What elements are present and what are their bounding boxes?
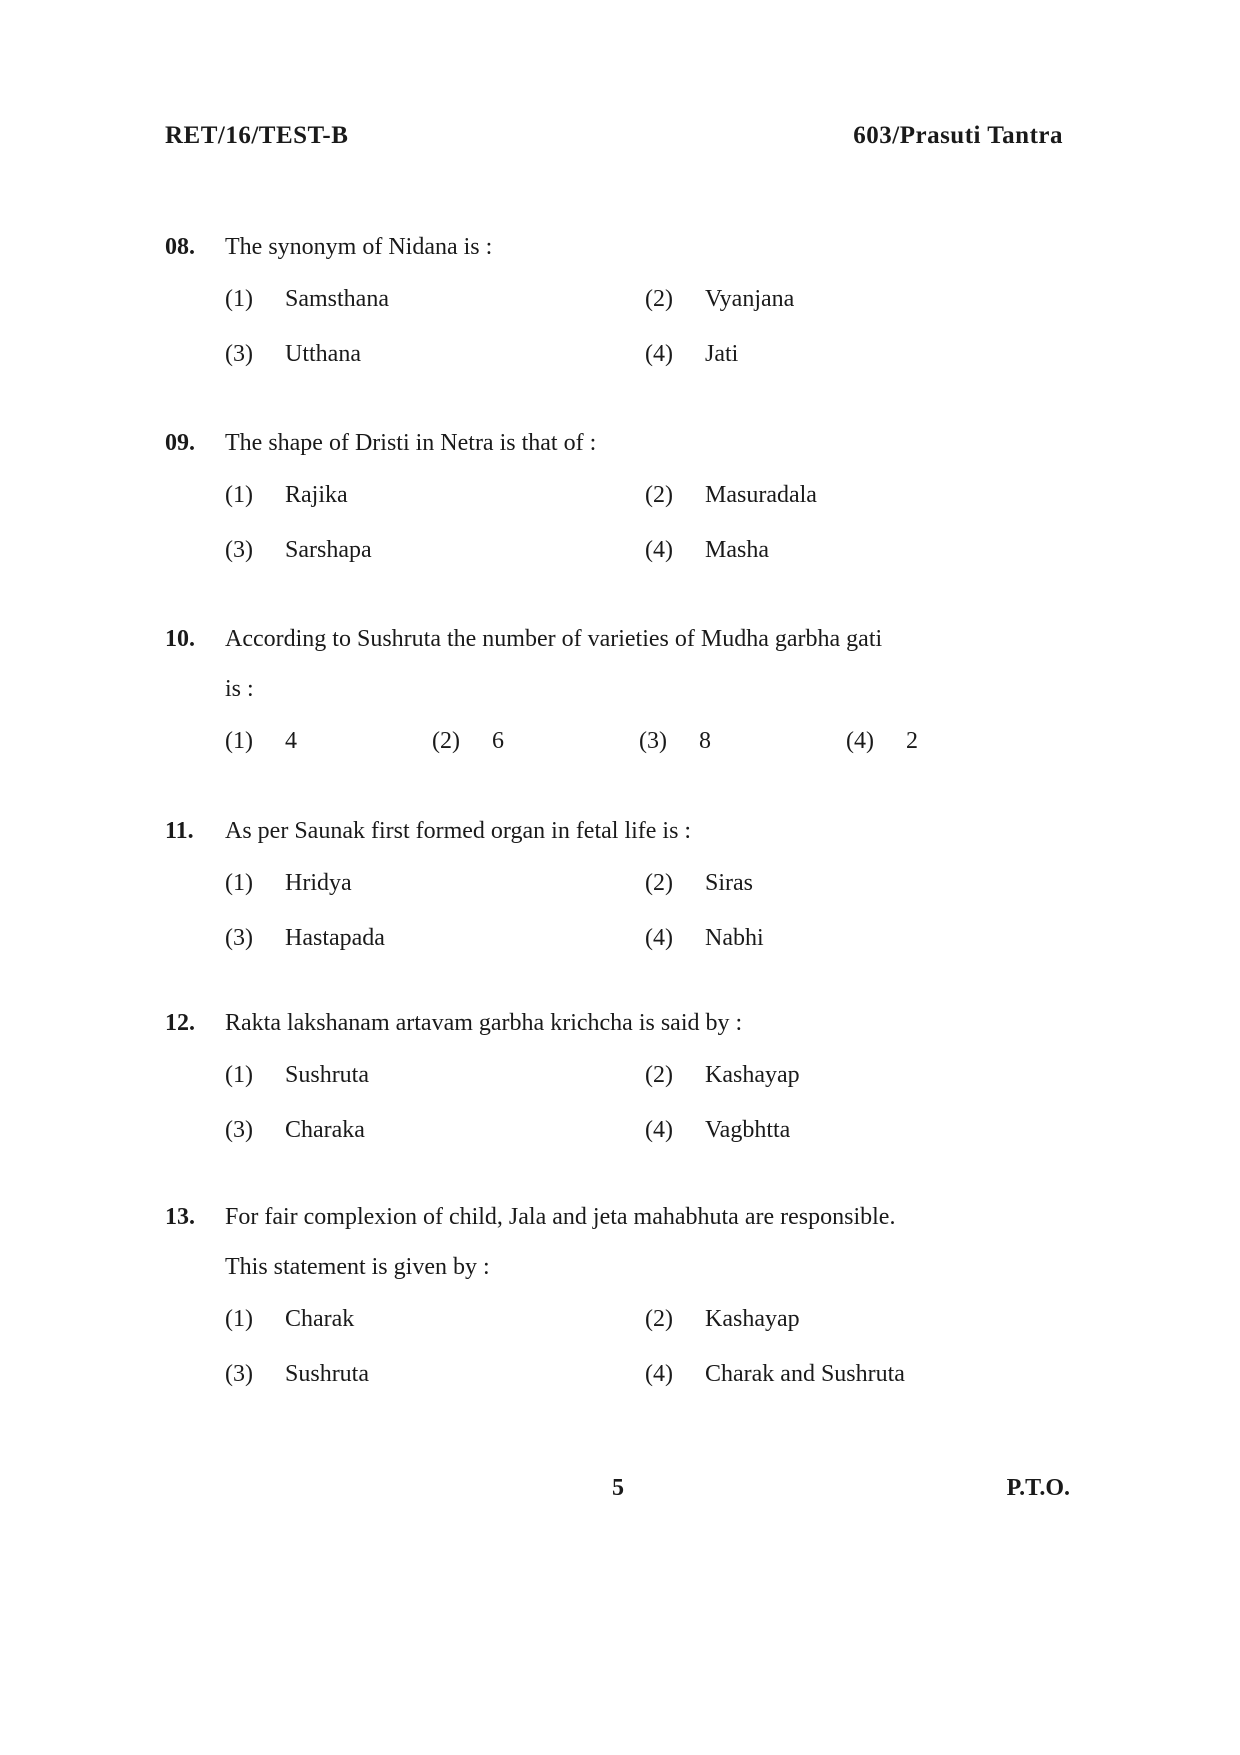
option-number: (2) — [645, 286, 673, 312]
question-text: For fair complexion of child, Jala and jeta mahabhuta are responsible. — [225, 1204, 896, 1230]
options — [225, 1048, 1085, 1158]
options — [225, 1292, 1085, 1402]
options — [225, 856, 1085, 966]
option-number: (1) — [225, 1062, 253, 1088]
option-number: (2) — [432, 728, 460, 754]
option-number: (3) — [225, 1361, 253, 1387]
question-10 — [165, 614, 1085, 769]
question-number: 09. — [165, 430, 195, 456]
option-number: (2) — [645, 482, 673, 508]
option-4 — [645, 537, 1065, 564]
option-number: (1) — [225, 286, 253, 312]
option-text: Samsthana — [285, 286, 389, 312]
question-number: 13. — [165, 1204, 195, 1230]
option-number: (3) — [639, 728, 667, 754]
option-number: (1) — [225, 728, 253, 754]
option-number: (3) — [225, 1117, 253, 1143]
option-text: Sushruta — [285, 1361, 369, 1387]
question-text: According to Sushruta the number of varieties of Mudha garbha gati — [225, 626, 883, 652]
option-number: (3) — [225, 341, 253, 367]
option-text: Nabhi — [705, 925, 764, 951]
question-number: 08. — [165, 234, 195, 260]
option-3 — [225, 341, 645, 368]
options — [225, 468, 1085, 578]
option-1 — [225, 482, 645, 509]
options — [225, 714, 1085, 769]
option-text: 2 — [906, 728, 918, 754]
question-text: Rakta lakshanam artavam garbha krichcha is said by : — [225, 1010, 743, 1036]
options — [225, 272, 1085, 382]
option-number: (4) — [645, 1361, 673, 1387]
option-4 — [846, 728, 1053, 755]
option-2 — [645, 1306, 1065, 1333]
question-number: 12. — [165, 1010, 195, 1036]
option-text: Vyanjana — [705, 286, 795, 312]
option-number: (4) — [645, 925, 673, 951]
option-number: (4) — [645, 341, 673, 367]
option-2 — [645, 1062, 1065, 1089]
option-text: Rajika — [285, 482, 348, 508]
option-number: (3) — [225, 925, 253, 951]
option-text: 4 — [285, 728, 297, 754]
option-4 — [645, 925, 1065, 952]
page-number: 5 — [612, 1475, 624, 1501]
option-number: (4) — [846, 728, 874, 754]
option-text: Hridya — [285, 870, 352, 896]
option-4 — [645, 1361, 1065, 1388]
option-text: Masuradala — [705, 482, 817, 508]
option-1 — [225, 286, 645, 313]
question-13 — [165, 1192, 1085, 1402]
option-number: (4) — [645, 537, 673, 563]
option-text: Charak and Sushruta — [705, 1361, 905, 1387]
question-text: The synonym of Nidana is : — [225, 234, 493, 260]
option-text: Masha — [705, 537, 769, 563]
option-1 — [225, 1306, 645, 1333]
option-2 — [645, 286, 1065, 313]
option-number: (2) — [645, 1306, 673, 1332]
option-number: (3) — [225, 537, 253, 563]
option-text: Charaka — [285, 1117, 365, 1143]
option-1 — [225, 1062, 645, 1089]
option-number: (1) — [225, 870, 253, 896]
option-text: Sarshapa — [285, 537, 372, 563]
question-number: 10. — [165, 626, 195, 652]
option-text: 8 — [699, 728, 711, 754]
option-number: (4) — [645, 1117, 673, 1143]
option-3 — [639, 728, 846, 755]
option-4 — [645, 1117, 1065, 1144]
option-text: Vagbhtta — [705, 1117, 791, 1143]
option-text: Kashayap — [705, 1306, 800, 1332]
question-number: 11. — [165, 818, 194, 844]
option-3 — [225, 537, 645, 564]
option-number: (2) — [645, 1062, 673, 1088]
paper-code: RET/16/TEST-B — [165, 122, 349, 149]
question-text: The shape of Dristi in Netra is that of : — [225, 430, 597, 456]
question-text-continued: This statement is given by : — [225, 1254, 490, 1280]
option-number: (1) — [225, 1306, 253, 1332]
option-1 — [225, 870, 645, 897]
option-1 — [225, 728, 432, 755]
option-2 — [645, 870, 1065, 897]
option-text: 6 — [492, 728, 504, 754]
option-text: Utthana — [285, 341, 361, 367]
option-3 — [225, 1117, 645, 1144]
option-text: Kashayap — [705, 1062, 800, 1088]
subject-title: 603/Prasuti Tantra — [853, 122, 1063, 149]
option-number: (1) — [225, 482, 253, 508]
option-4 — [645, 341, 1065, 368]
pto-label: P.T.O. — [1006, 1475, 1070, 1501]
question-text: As per Saunak first formed organ in fetal life is : — [225, 818, 692, 844]
option-text: Siras — [705, 870, 753, 896]
option-text: Charak — [285, 1306, 355, 1332]
question-12 — [165, 998, 1085, 1158]
question-text-continued: is : — [225, 676, 254, 702]
question-08 — [165, 222, 1085, 382]
option-2 — [645, 482, 1065, 509]
option-3 — [225, 1361, 645, 1388]
option-3 — [225, 925, 645, 952]
option-number: (2) — [645, 870, 673, 896]
option-2 — [432, 728, 639, 755]
option-text: Sushruta — [285, 1062, 369, 1088]
option-text: Jati — [705, 341, 739, 367]
question-09 — [165, 418, 1085, 578]
option-text: Hastapada — [285, 925, 385, 951]
question-11 — [165, 806, 1085, 966]
